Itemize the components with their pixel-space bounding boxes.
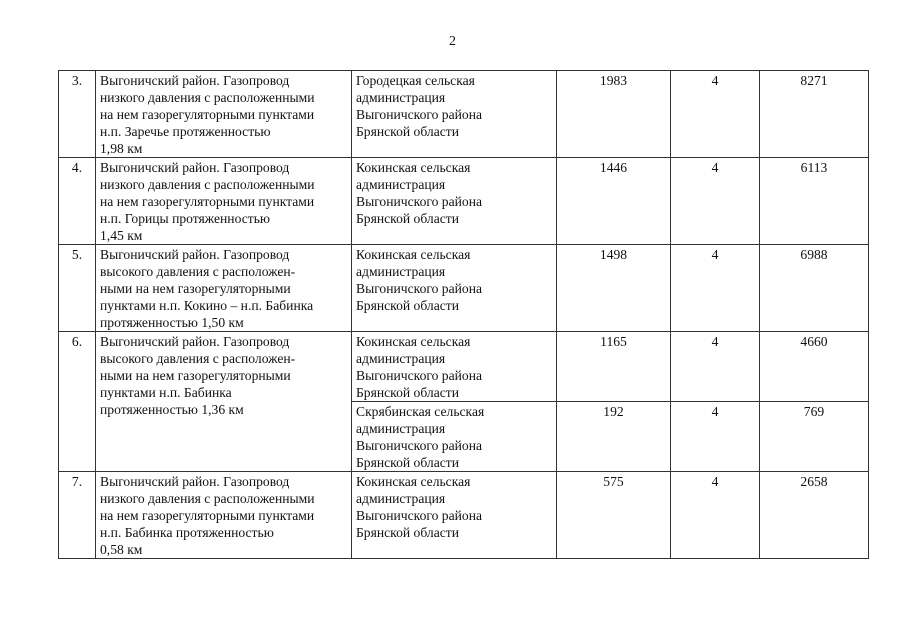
value-col2: 4 bbox=[671, 402, 760, 472]
administration: Кокинская сельская администрация Выгоничского района Брянской области bbox=[352, 332, 557, 402]
pipeline-description: Выгоничский район. Газопровод низкого давления с расположенными на нем газорегуляторными пунктами н.п. Горицы протяженностью 1,45 км bbox=[96, 158, 352, 245]
value-col2: 4 bbox=[671, 245, 760, 332]
row-number: 6. bbox=[59, 332, 96, 472]
row-number: 3. bbox=[59, 71, 96, 158]
pipeline-description: Выгоничский район. Газопровод низкого давления с расположенными на нем газорегуляторными пунктами н.п. Заречье протяженностью 1,98 км bbox=[96, 71, 352, 158]
value-col1: 192 bbox=[557, 402, 671, 472]
value-col2: 4 bbox=[671, 472, 760, 559]
value-col1: 1165 bbox=[557, 332, 671, 402]
administration: Кокинская сельская администрация Выгоничского района Брянской области bbox=[352, 245, 557, 332]
value-col2: 4 bbox=[671, 332, 760, 402]
value-col2: 4 bbox=[671, 158, 760, 245]
administration: Скрябинская сельская администрация Выгоничского района Брянской области bbox=[352, 402, 557, 472]
value-col3: 2658 bbox=[760, 472, 869, 559]
table-row bbox=[59, 472, 869, 559]
administration: Кокинская сельская администрация Выгоничского района Брянской области bbox=[352, 158, 557, 245]
row-number: 4. bbox=[59, 158, 96, 245]
property-table bbox=[58, 70, 869, 559]
table-row bbox=[59, 71, 869, 158]
value-col3: 6113 bbox=[760, 158, 869, 245]
value-col3: 8271 bbox=[760, 71, 869, 158]
page-number: 2 bbox=[449, 34, 456, 49]
administration: Кокинская сельская администрация Выгоничского района Брянской области bbox=[352, 472, 557, 559]
value-col1: 1983 bbox=[557, 71, 671, 158]
table-row bbox=[59, 332, 869, 402]
administration: Городецкая сельская администрация Выгоничского района Брянской области bbox=[352, 71, 557, 158]
pipeline-description: Выгоничский район. Газопровод высокого давления с расположен- ными на нем газорегуляторными пунктами н.п. Бабинка протяженностью 1,36 км bbox=[96, 332, 352, 472]
value-col3: 4660 bbox=[760, 332, 869, 402]
pipeline-description: Выгоничский район. Газопровод высокого давления с расположен- ными на нем газорегуляторными пунктами н.п. Кокино – н.п. Бабинка протяженностью 1,50 км bbox=[96, 245, 352, 332]
value-col1: 1498 bbox=[557, 245, 671, 332]
row-number: 7. bbox=[59, 472, 96, 559]
value-col3: 6988 bbox=[760, 245, 869, 332]
value-col3: 769 bbox=[760, 402, 869, 472]
pipeline-description: Выгоничский район. Газопровод низкого давления с расположенными на нем газорегуляторными пунктами н.п. Бабинка протяженностью 0,58 км bbox=[96, 472, 352, 559]
table-row bbox=[59, 245, 869, 332]
value-col1: 575 bbox=[557, 472, 671, 559]
value-col2: 4 bbox=[671, 71, 760, 158]
value-col1: 1446 bbox=[557, 158, 671, 245]
table-row bbox=[59, 158, 869, 245]
row-number: 5. bbox=[59, 245, 96, 332]
